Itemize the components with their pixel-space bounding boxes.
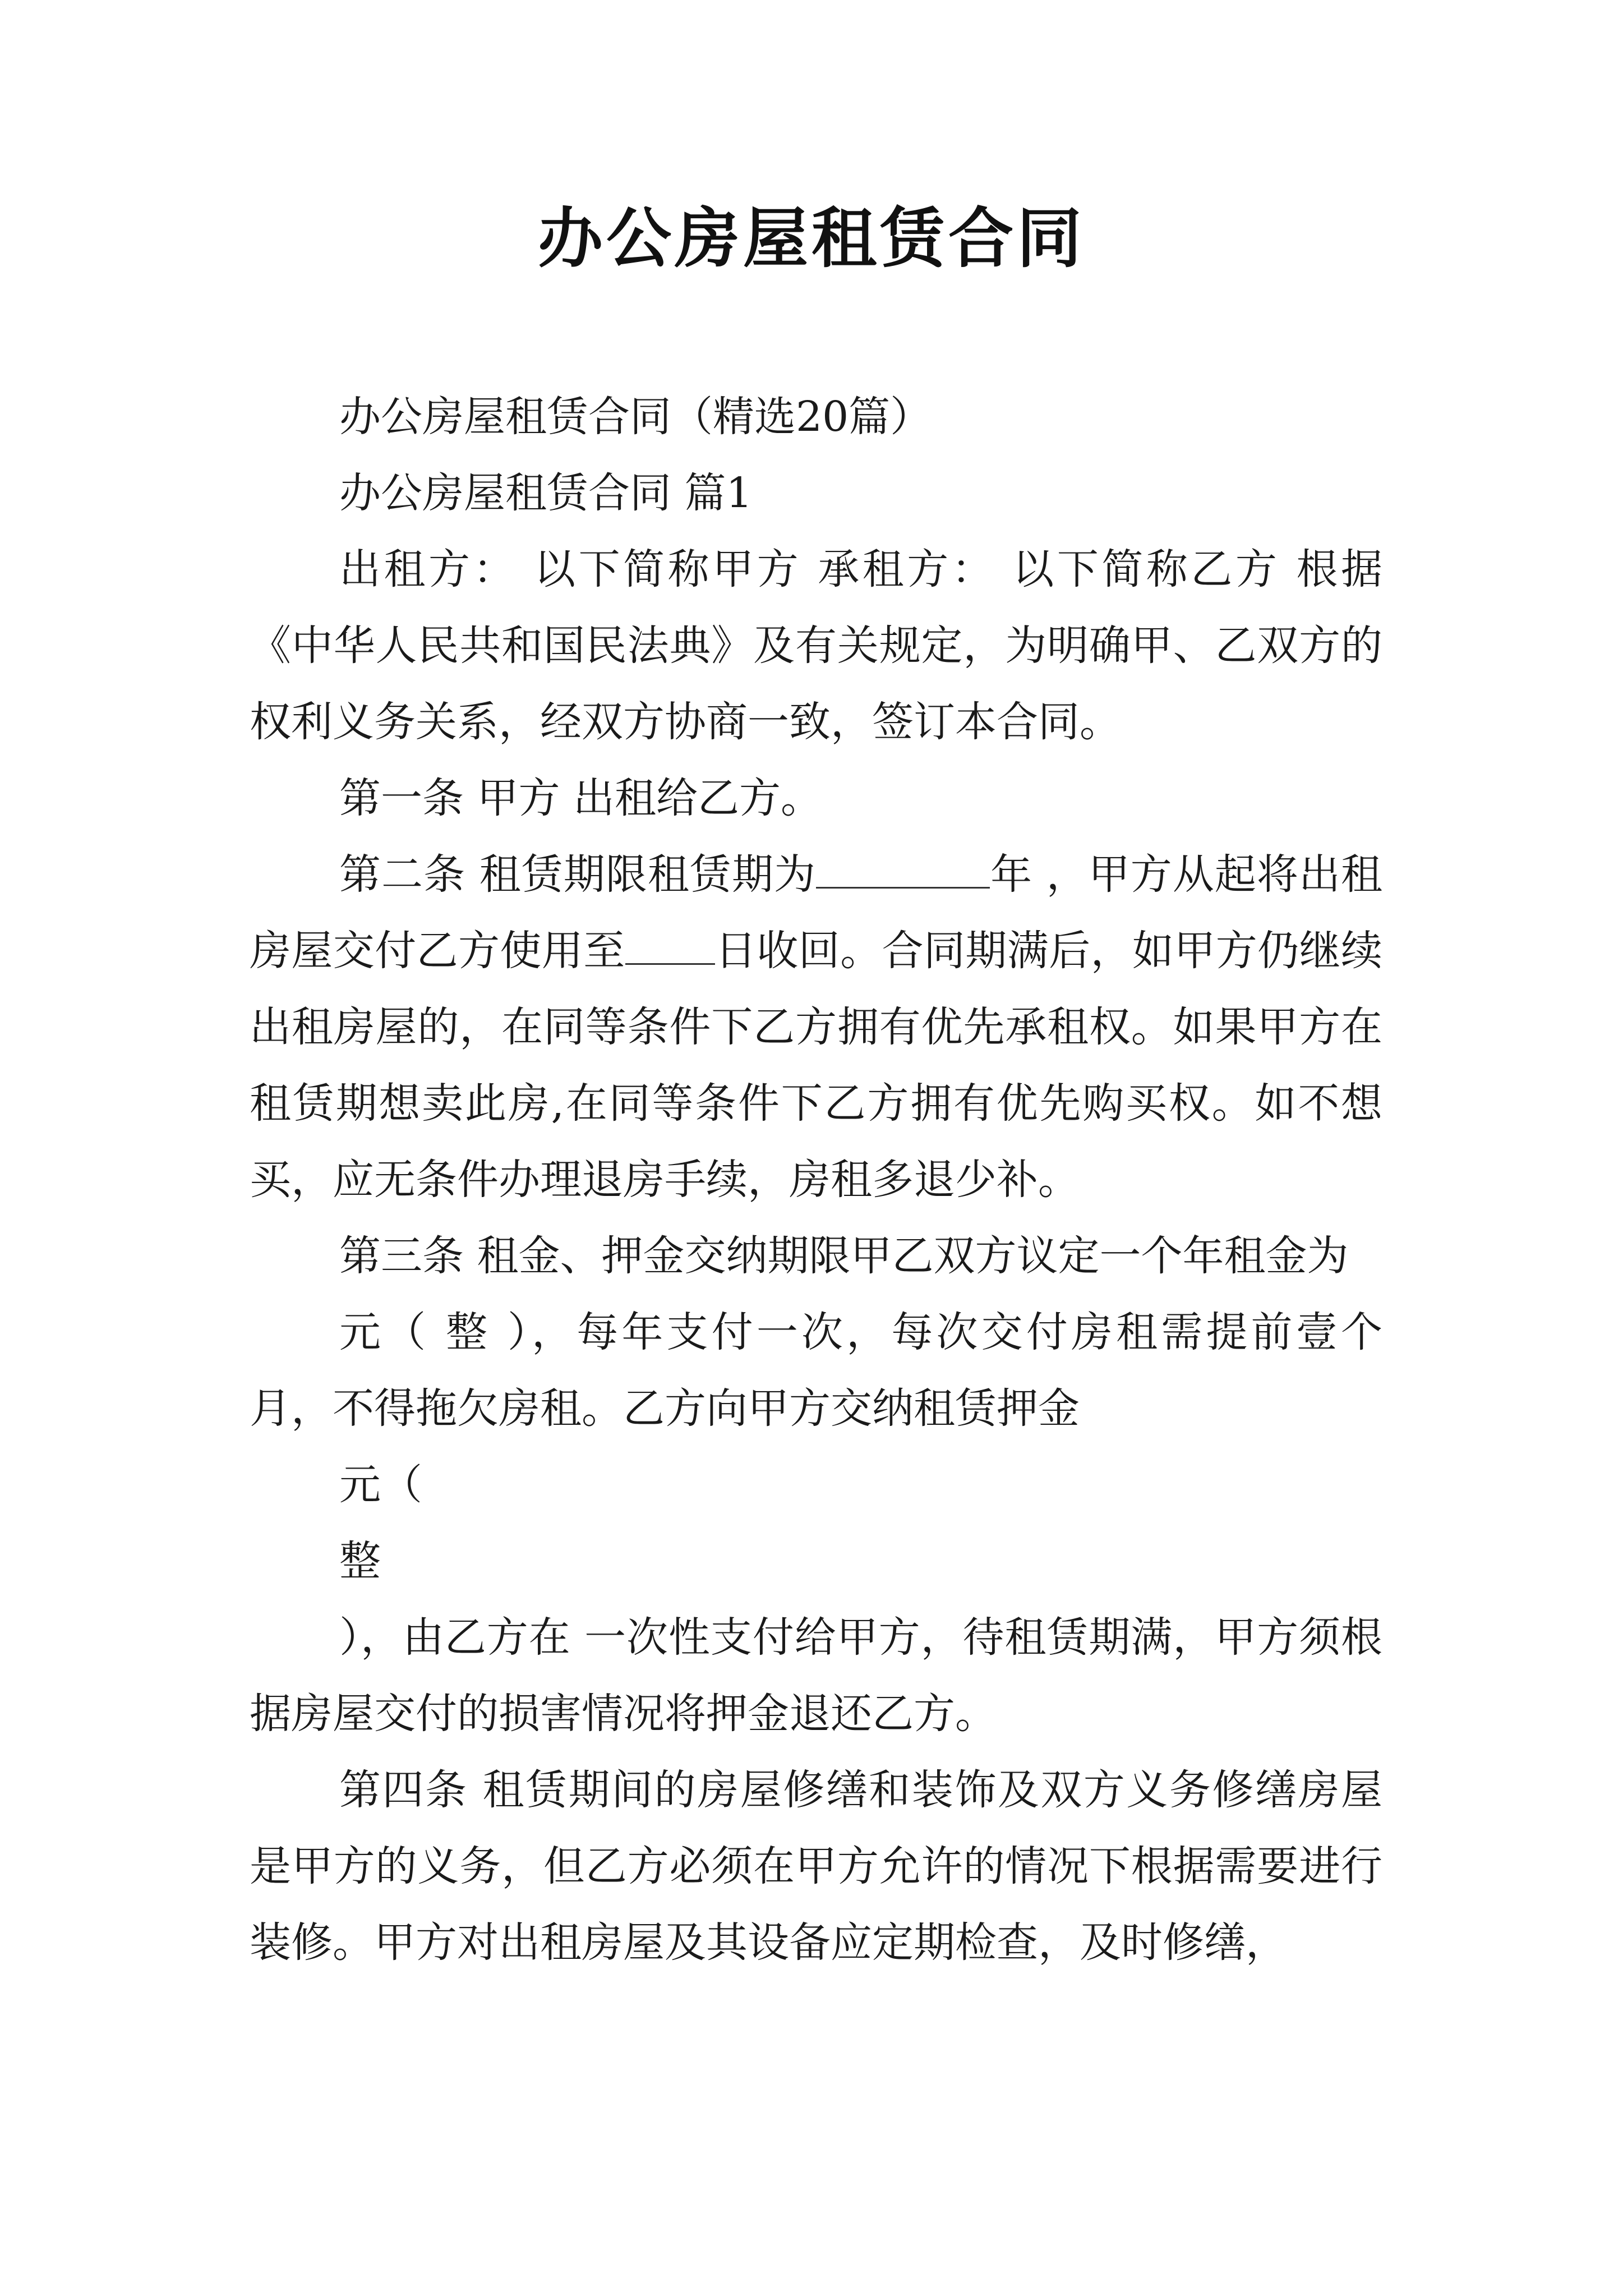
paragraph-deposit-yuan: 元（	[339, 1461, 422, 1509]
paragraph-deposit-terms: ），由乙方在 一次性支付给甲方，待租赁期满，甲方须根据房屋交付的损害情况将押金退还乙方。	[250, 1613, 1382, 1738]
article-2-part-3: 日收回。合同期满后，如甲方仍继续出租房屋的，在同等条件下乙方拥有优先承租权。如果甲方在租赁期想卖此房,在同等条件下乙方拥有优先购买权。如不想买，应无条件办理退房手续，房租多退少补。	[250, 927, 1383, 1204]
paragraph-subtitle: 办公房屋租赁合同（精选20篇）	[339, 393, 932, 441]
document-title: 办公房屋租赁合同	[538, 200, 1085, 277]
paragraph-article-2	[250, 836, 1382, 1218]
paragraph-section-heading: 办公房屋租赁合同 篇1	[339, 469, 753, 517]
term-years-blank	[816, 852, 990, 889]
paragraph-rent-amount: 元（ 整 ），每年支付一次，每次交付房租需提前壹个月，不得拖欠房租。乙方向甲方交纳租赁押金	[250, 1308, 1382, 1433]
article-2-part-2: 年 ，甲方从起将出租房屋交付乙方使用至	[250, 850, 1382, 975]
paragraph-article-1: 第一条 甲方 出租给乙方。	[339, 774, 823, 822]
paragraph-article-3: 第三条 租金、押金交纳期限甲乙双方议定一个年租金为	[339, 1232, 1349, 1280]
paragraph-article-4: 第四条 租赁期间的房屋修缮和装饰及双方义务修缮房屋是甲方的义务，但乙方必须在甲方允许的情况下根据需要进行装修。甲方对出租房屋及其设备应定期检查，及时修缮，	[250, 1766, 1382, 1967]
paragraph-deposit-zheng: 整	[339, 1537, 381, 1585]
paragraph-parties: 出租方： 以下简称甲方 承租方： 以下简称乙方 根据《中华人民共和国民法典》及有关规定，为明确甲、乙双方的权利义务关系，经双方协商一致，签订本合同。	[250, 545, 1382, 746]
document-body	[250, 379, 1382, 1981]
return-date-blank	[625, 928, 715, 965]
article-2-part-1: 第二条 租赁期限租赁期为	[339, 850, 817, 899]
